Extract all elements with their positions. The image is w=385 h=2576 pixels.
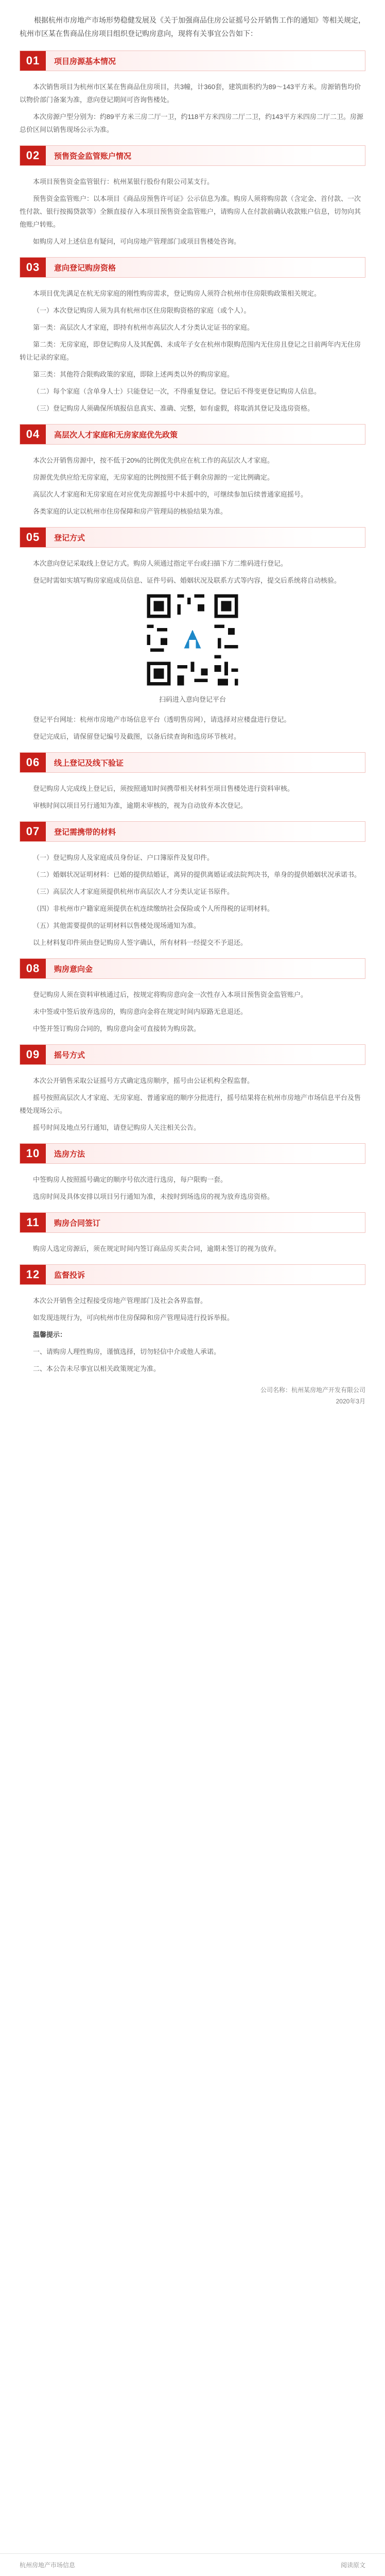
section-paragraph: 高层次人才家庭和无房家庭在对应优先房源摇号中未摇中的，可继续参加后续普通家庭摇号。: [33, 490, 308, 498]
section-number: 07: [20, 822, 46, 841]
sections-container: [20, 50, 365, 1375]
section-number: 04: [20, 425, 46, 444]
section-paragraph: 以上材料复印件须由登记购房人签字确认，所有材料一经提交不予退还。: [33, 939, 248, 946]
section-header: [20, 821, 365, 842]
notice-item: 二、本公告未尽事宜以相关政策规定为准。: [33, 1365, 161, 1372]
section-paragraph: 未中签或中签后放弃选房的，购房意向金将在规定时间内原路无息退还。: [33, 1008, 248, 1015]
section-number: 03: [20, 258, 46, 277]
section-header: [20, 1143, 365, 1164]
section-paragraph: 审核时间以项目另行通知为准，逾期未审核的，视为自动放弃本次登记。: [33, 802, 248, 809]
section-title: 项目房源基本情况: [46, 51, 365, 71]
section-11: [20, 1212, 365, 1255]
section-paragraph: （二）婚姻状况证明材料：已婚的提供结婚证，离异的提供离婚证或法院判决书，单身的提供婚姻状况承诺书。: [33, 871, 361, 878]
section-05: [20, 527, 365, 743]
section-number: 11: [20, 1213, 46, 1232]
section-number: 09: [20, 1045, 46, 1064]
bottom-source: 杭州房地产市场信息: [20, 2562, 76, 2569]
section-title: 购房合同签订: [46, 1213, 365, 1232]
section-paragraph: 本项目优先满足在杭无房家庭的刚性购房需求，登记购房人须符合杭州市住房限购政策相关规定。: [33, 290, 321, 297]
section-number: 12: [20, 1265, 46, 1284]
section-paragraph: （二）每个家庭（含单身人士）只能登记一次，不得重复登记。登记后不得变更登记购房人信息。: [33, 387, 321, 395]
section-paragraph: 房源优先供应给无房家庭，无房家庭的比例按照不低于剩余房源的一定比例确定。: [33, 473, 274, 481]
footer-org: 公司名称：杭州某房地产开发有限公司: [260, 1386, 365, 1394]
section-paragraph: （五）其他需要提供的证明材料以售楼处现场通知为准。: [33, 922, 201, 929]
section-paragraph: （三）高层次人才家庭须提供杭州市高层次人才分类认定证书原件。: [33, 888, 234, 895]
section-paragraph: 中签并签订购房合同的，购房意向金可直接转为购房款。: [33, 1025, 201, 1032]
section-paragraph: 如购房人对上述信息有疑问，可向房地产管理部门或项目售楼处咨询。: [33, 238, 241, 245]
section-paragraph: （三）登记购房人须确保所填报信息真实、准确、完整，如有虚假，将取消其登记及选房资格。: [33, 404, 314, 412]
section-paragraph: 第三类：其他符合限购政策的家庭，即除上述两类以外的购房家庭。: [33, 370, 234, 378]
section-paragraph: 本次意向登记采取线上登记方式。购房人须通过指定平台或扫描下方二维码进行登记。: [33, 560, 288, 567]
section-header: [20, 958, 365, 979]
read-original-link[interactable]: 阅读原文: [340, 2562, 365, 2569]
section-header: [20, 527, 365, 548]
section-01: [20, 50, 365, 136]
section-header: [20, 1212, 365, 1233]
section-title: 选房方法: [46, 1144, 365, 1163]
section-paragraph: （一）登记购房人及家庭成员身份证、户口簿原件及复印件。: [33, 854, 214, 861]
section-title: 摇号方式: [46, 1045, 365, 1064]
section-paragraph: 本次销售项目为杭州市区某在售商品住房项目，共3幢，计360套，建筑面积约为89～143平方米。房源销售均价以物价部门备案为准，意向登记期间可咨询售楼处。: [20, 83, 361, 104]
section-12: [20, 1264, 365, 1375]
section-paragraph: 本次公开销售采取公证摇号方式确定选房顺序，摇号由公证机构全程监督。: [33, 1077, 254, 1084]
section-paragraph: 登记购房人完成线上登记后，须按照通知时间携带相关材料至项目售楼处进行资料审核。: [33, 785, 294, 792]
section-header: [20, 50, 365, 71]
section-paragraph: 摇号时间及地点另行通知，请登记购房人关注相关公告。: [33, 1124, 201, 1131]
section-title: 登记需携带的材料: [46, 822, 365, 841]
section-title: 购房意向金: [46, 959, 365, 978]
section-paragraph: 购房人选定房源后，须在规定时间内签订商品房买卖合同，逾期未签订的视为放弃。: [33, 1245, 281, 1252]
section-06: [20, 752, 365, 812]
section-paragraph: 选房时间及具体安排以项目另行通知为准，未按时到场选房的视为放弃选房资格。: [33, 1193, 274, 1200]
section-title: 高层次人才家庭和无房家庭优先政策: [46, 425, 365, 444]
footer: [20, 1384, 365, 1407]
section-paragraph: 本次公开销售房源中，按不低于20%的比例优先供应在杭工作的高层次人才家庭。: [33, 456, 274, 464]
section-header: [20, 1264, 365, 1285]
section-08: [20, 958, 365, 1035]
qr-code-icon[interactable]: [144, 591, 241, 689]
section-paragraph: 登记购房人须在资料审核通过后，按规定将购房意向金一次性存入本项目预售资金监管账户。: [33, 991, 308, 998]
section-title: 监督投诉: [46, 1265, 365, 1284]
qr-block: [20, 591, 365, 706]
intro-paragraph: 根据杭州市房地产市场形势稳健发展及《关于加强商品住房公证摇号公开销售工作的通知》等相关规定，杭州市区某在售商品住房项目组织登记购房意向，现将有关事宜公告如下：: [20, 16, 365, 38]
section-paragraph: 登记平台网址：杭州市房地产市场信息平台（透明售房网），请选择对应楼盘进行登记。: [33, 716, 291, 723]
section-title: 登记方式: [46, 528, 365, 547]
section-paragraph: 第一类：高层次人才家庭，即持有杭州市高层次人才分类认定证书的家庭。: [33, 324, 254, 331]
section-paragraph: 本项目预售资金监管银行：杭州某银行股份有限公司某支行。: [33, 178, 214, 185]
notice-title: 温馨提示：: [33, 1331, 67, 1338]
section-number: 01: [20, 51, 46, 71]
section-title: 意向登记购房资格: [46, 258, 365, 277]
section-09: [20, 1044, 365, 1134]
section-header: [20, 257, 365, 278]
section-header: [20, 752, 365, 773]
section-number: 06: [20, 753, 46, 772]
section-02: [20, 145, 365, 248]
section-paragraph: 预售资金监管账户：以本项目《商品房预售许可证》公示信息为准。购房人须将购房款（含定金、首付款、一次性付款、银行按揭贷款等）全额直接存入本项目预售资金监管账户，请购房人在付款前确认收款账户信息，切勿向其他账户转账。: [20, 195, 361, 228]
section-paragraph: （四）非杭州市户籍家庭须提供在杭连续缴纳社会保险或个人所得税的证明材料。: [33, 905, 274, 912]
section-paragraph: 登记完成后，请保留登记编号及截图，以备后续查询和选房环节核对。: [33, 733, 241, 740]
section-paragraph: 各类家庭的认定以杭州市住房保障和房产管理局的核验结果为准。: [33, 507, 227, 515]
section-paragraph: 第二类：无房家庭，即登记购房人及其配偶、未成年子女在杭州市限购范围内无住房且登记之日前两年内无住房转让记录的家庭。: [20, 341, 361, 361]
section-number: 08: [20, 959, 46, 978]
section-header: [20, 1044, 365, 1065]
section-header: [20, 145, 365, 166]
section-07: [20, 821, 365, 949]
notice-item: 一、请购房人理性购房，谨慎选择，切勿轻信中介或他人承诺。: [33, 1348, 221, 1355]
section-paragraph: 如发现违规行为，可向杭州市住房保障和房产管理局进行投诉举报。: [33, 1314, 234, 1321]
section-number: 10: [20, 1144, 46, 1163]
section-10: [20, 1143, 365, 1203]
section-title: 预售资金监管账户情况: [46, 146, 365, 165]
bottom-bar: [0, 2553, 385, 2576]
section-03: [20, 257, 365, 415]
section-title: 线上登记及线下验证: [46, 753, 365, 772]
section-header: [20, 424, 365, 445]
section-number: 02: [20, 146, 46, 165]
section-paragraph: （一）本次登记购房人须为具有杭州市区住房限购资格的家庭（或个人）。: [33, 307, 251, 314]
footer-date: 2020年3月: [336, 1398, 365, 1405]
section-paragraph: 本次公开销售全过程接受房地产管理部门及社会各界监督。: [33, 1297, 207, 1304]
section-paragraph: 摇号按照高层次人才家庭、无房家庭、普通家庭的顺序分批进行，摇号结果将在杭州市房地产市场信息平台及售楼处现场公示。: [20, 1094, 361, 1114]
section-paragraph: 登记时需如实填写购房家庭成员信息、证件号码、婚姻状况及联系方式等内容，提交后系统将自动核验。: [33, 577, 341, 584]
qr-caption: 扫码进入意向登记平台: [159, 696, 226, 703]
section-number: 05: [20, 528, 46, 547]
section-04: [20, 424, 365, 518]
section-paragraph: 中签购房人按照摇号确定的顺序号依次进行选房，每户限购一套。: [33, 1176, 227, 1183]
section-paragraph: 本次房源户型分别为：约89平方米三房二厅一卫，约118平方米四房二厅二卫，约143平方米四房二厅二卫。房源总价区间以销售现场公示为准。: [20, 113, 363, 133]
